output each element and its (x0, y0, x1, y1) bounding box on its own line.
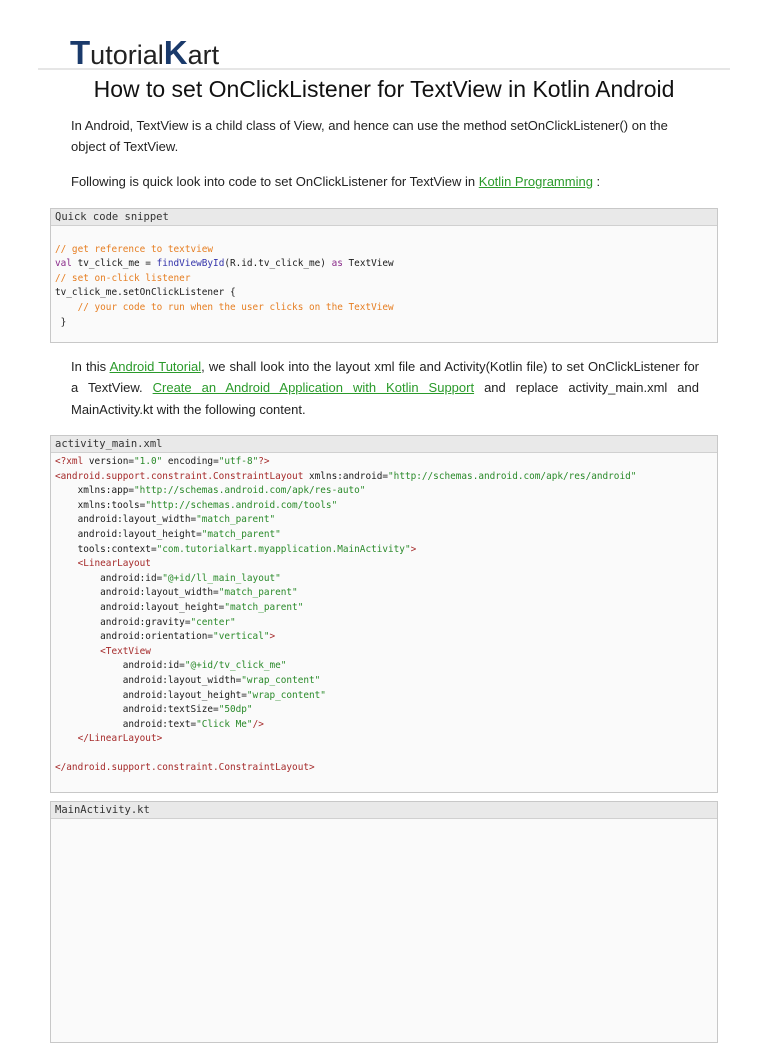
code-token: "wrap_content" (246, 689, 326, 701)
code-line (55, 543, 713, 558)
code-token: xmlns:android= (309, 470, 389, 482)
snippet-code (51, 226, 717, 332)
code-token: tv_click_me.setOnClickListener { (55, 287, 236, 299)
code-token: "vertical" (213, 631, 270, 643)
snippet-title: Quick code snippet (51, 209, 717, 226)
code-line (55, 228, 713, 243)
code-token: (R.id.tv_click_me) (224, 258, 332, 270)
code-token: encoding= (162, 456, 219, 467)
code-token: android:orientation= (55, 631, 214, 643)
lookup-text-after: : (592, 174, 601, 189)
code-token: android:layout_width= (55, 587, 219, 599)
code-line (55, 747, 713, 762)
code-line (55, 470, 713, 485)
code-token: "http://schemas.android.com/apk/res-auto" (134, 485, 366, 497)
code-token: /> (252, 718, 264, 730)
code-token: ?> (258, 456, 270, 467)
code-token: "match_parent" (224, 601, 304, 613)
kotlin-code (51, 819, 717, 823)
code-token: val (55, 258, 72, 270)
code-token: xmlns:tools= (55, 499, 146, 511)
code-line (55, 286, 713, 301)
code-line (55, 761, 713, 776)
code-token: tv_click_me = (71, 258, 157, 270)
code-line (55, 645, 713, 660)
code-line (55, 689, 713, 704)
code-token: android:layout_width= (55, 674, 242, 686)
code-token: android:layout_height= (55, 601, 225, 613)
code-token: android:layout_width= (55, 514, 197, 526)
page-title: How to set OnClickListener for TextView in Kotlin Android (93, 76, 675, 102)
code-token: > (410, 543, 417, 555)
code-line (55, 272, 713, 287)
code-token: "50dp" (218, 704, 253, 716)
code-token: android:id= (55, 572, 163, 584)
code-line (55, 257, 713, 272)
code-token: as (331, 258, 343, 270)
xml-title: activity_main.xml (51, 436, 717, 453)
kotlin-code-box (50, 801, 718, 1043)
code-token: "match_parent" (201, 528, 281, 540)
code-line (55, 659, 713, 674)
kotlin-programming-link[interactable]: Kotlin Programming (478, 174, 593, 189)
code-token: xmlns:app= (55, 485, 135, 497)
code-token: <LinearLayout (55, 558, 151, 570)
code-token: "Click Me" (196, 718, 253, 730)
code-token: // get reference to textview (55, 243, 214, 255)
code-line (55, 528, 713, 543)
code-line (55, 718, 713, 733)
logo-letter-t: T (70, 34, 91, 71)
code-line (55, 630, 713, 645)
code-token: <?xml (55, 456, 89, 467)
code-line (55, 601, 713, 616)
code-token: android:gravity= (55, 616, 191, 628)
code-token: "match_parent" (218, 587, 298, 599)
code-token: "utf-8" (218, 456, 259, 467)
xml-code (51, 453, 717, 778)
lookup-text-before: Following is quick look into code to set OnClickListener for TextView in (71, 174, 479, 189)
tutorial-paragraph (71, 356, 699, 420)
code-line (55, 674, 713, 689)
code-line (55, 616, 713, 631)
code-token: </android.support.constraint.ConstraintLayout> (55, 762, 315, 774)
code-token: android:layout_height= (55, 528, 202, 540)
code-token: "1.0" (134, 456, 163, 467)
code-line (55, 703, 713, 718)
code-token: android:text= (55, 718, 197, 730)
create-android-app-link[interactable]: Create an Android Application with Kotlin Support (152, 380, 475, 395)
logo-letter-k: K (163, 34, 188, 71)
code-token: "wrap_content" (241, 674, 321, 686)
android-tutorial-link[interactable]: Android Tutorial (109, 359, 202, 374)
code-token: <android.support.constraint.ConstraintLayout (55, 470, 309, 482)
code-token: version= (88, 456, 135, 467)
kotlin-title: MainActivity.kt (51, 802, 717, 819)
site-header (38, 30, 730, 70)
logo-text-1: utorial (90, 40, 164, 70)
code-token: "match_parent" (196, 514, 276, 526)
code-token: tools:context= (55, 543, 157, 555)
code-line (55, 455, 713, 470)
tutorial-text-before: In this (71, 359, 110, 374)
code-line (55, 499, 713, 514)
code-line (55, 316, 713, 331)
tutorial-text-after: and replace activity_main.xml and MainActivity.kt with the following content. (71, 380, 699, 417)
code-token: TextView (342, 258, 394, 270)
code-line (55, 513, 713, 528)
code-token: "com.tutorialkart.myapplication.MainActivity" (156, 543, 411, 555)
code-line (55, 572, 713, 587)
code-token: "http://schemas.android.com/apk/res/android" (388, 470, 637, 482)
code-token: android:textSize= (55, 704, 219, 716)
tutorialkart-logo[interactable] (70, 34, 219, 72)
logo-text-2: art (187, 40, 220, 70)
code-token: "@+id/ll_main_layout" (162, 572, 281, 584)
code-token: android:layout_height= (55, 689, 247, 701)
code-line (55, 243, 713, 258)
lookup-paragraph (71, 171, 699, 192)
code-token: </LinearLayout> (55, 733, 163, 745)
code-token: } (55, 316, 67, 328)
code-token: // set on-click listener (55, 272, 191, 284)
code-token: "center" (190, 616, 236, 628)
xml-code-box (50, 435, 718, 793)
code-token: "@+id/tv_click_me" (184, 660, 287, 672)
code-token: <TextView (55, 645, 151, 657)
code-token: findViewById (156, 258, 225, 270)
code-token: > (269, 631, 276, 643)
tutorial-text-middle: , we shall look into the layout xml file and Activity(Kotlin file) to set OnClickListener for a TextView. (71, 359, 699, 395)
code-line (55, 484, 713, 499)
snippet-code-box (50, 208, 718, 343)
code-token: // your code to run when the user clicks on the TextView (55, 301, 394, 313)
code-line (55, 732, 713, 747)
code-line (55, 586, 713, 601)
code-line (55, 301, 713, 316)
code-token: "http://schemas.android.com/tools" (145, 499, 338, 511)
code-token: android:id= (55, 660, 185, 672)
code-line (55, 557, 713, 572)
intro-paragraph: In Android, TextView is a child class of View, and hence can use the method setOnClickListener() on the object of TextView. (71, 118, 668, 154)
